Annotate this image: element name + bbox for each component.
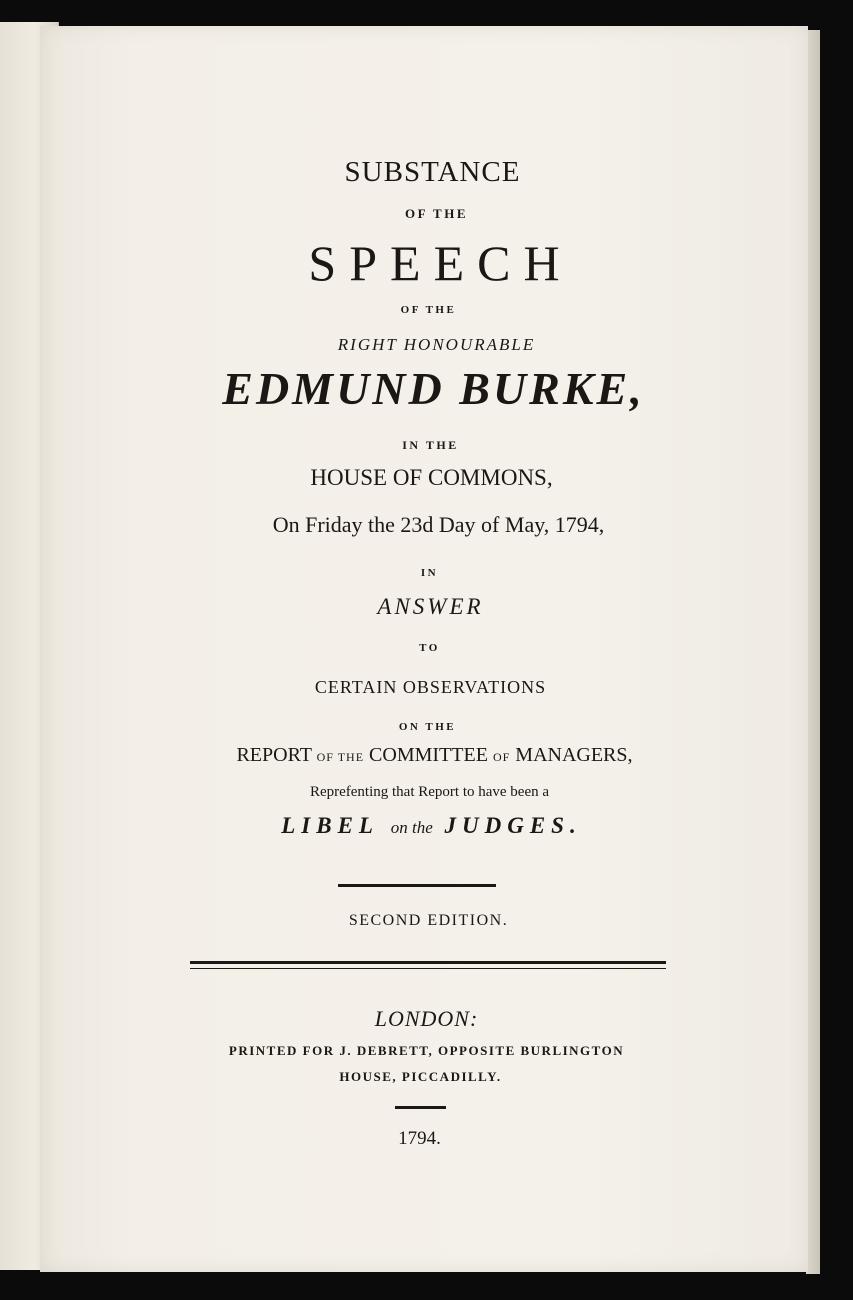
answer: ANSWER: [377, 594, 484, 619]
house-of-commons: HOUSE OF COMMONS,: [310, 465, 553, 490]
on-the: ON THE: [398, 721, 457, 733]
of-the-2: OF THE: [400, 304, 457, 316]
right-honourable: RIGHT HONOURABLE: [337, 335, 536, 354]
year: 1794.: [398, 1128, 441, 1149]
on-the-italic: on the: [390, 818, 433, 837]
long-rule-bottom: [190, 968, 666, 969]
edmund-burke: EDMUND BURKE,: [222, 363, 645, 414]
in: IN: [420, 567, 439, 579]
london: LONDON:: [374, 1006, 479, 1031]
printer-line-1: PRINTED FOR J. DEBRETT, OPPOSITE BURLINGTON: [228, 1043, 625, 1058]
certain-observations: CERTAIN OBSERVATIONS: [314, 677, 547, 697]
of-the-1: OF THE: [404, 206, 469, 221]
short-rule-1: [338, 884, 496, 887]
managers-word: MANAGERS,: [515, 744, 633, 766]
representing-line: Reprefenting that Report to have been a: [309, 784, 550, 800]
judges-word: JUDGES.: [444, 813, 582, 838]
printer-line-2: HOUSE, PICCADILLY.: [339, 1069, 502, 1084]
of-the-small: OF THE: [316, 750, 365, 764]
edition: SECOND EDITION.: [348, 912, 509, 929]
to: TO: [419, 642, 440, 654]
libel-line: [5, 813, 853, 839]
title-substance: SUBSTANCE: [344, 156, 521, 188]
of-small: OF: [492, 750, 511, 764]
short-rule-2: [395, 1106, 446, 1109]
in-the: IN THE: [402, 438, 459, 452]
title-speech: SPEECH: [308, 235, 573, 291]
long-rule-top: [190, 961, 666, 964]
libel-word: LIBEL: [281, 813, 379, 838]
committee-word: COMMITTEE: [369, 744, 488, 766]
date-line: On Friday the 23d Day of May, 1794,: [272, 512, 605, 537]
report-line: [8, 744, 853, 767]
report-word: REPORT: [236, 744, 312, 766]
